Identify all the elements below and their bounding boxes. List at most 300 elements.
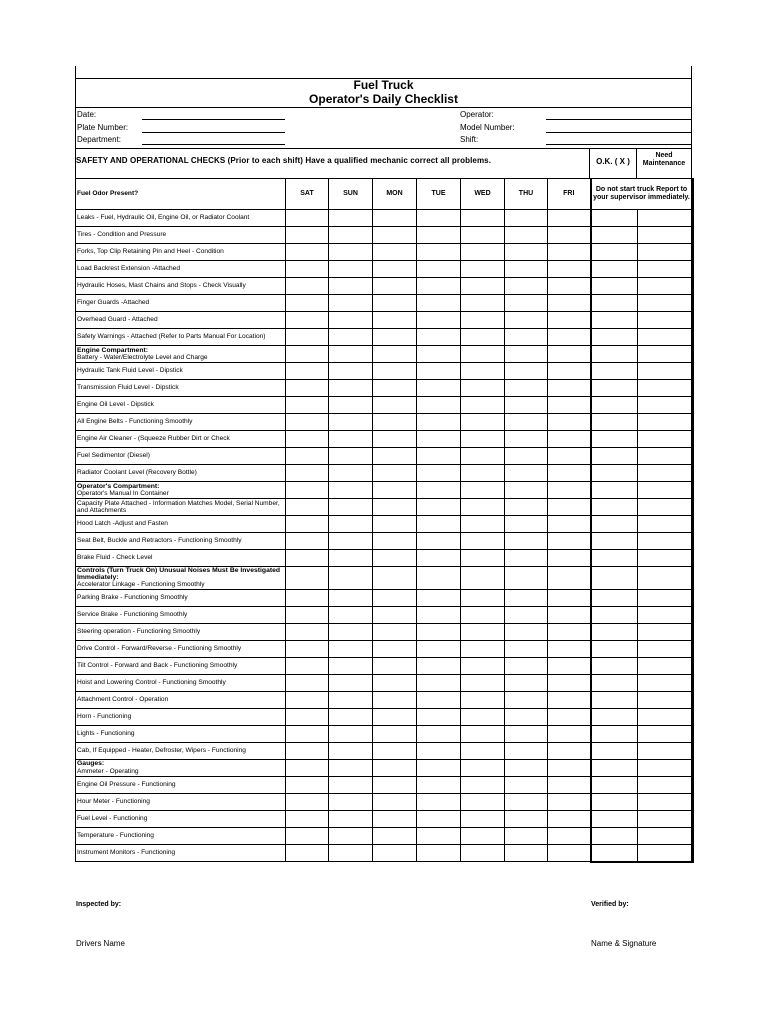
need-maintenance-cell[interactable] [638, 827, 693, 844]
check-cell-sat[interactable] [286, 674, 329, 691]
check-cell-fri[interactable] [548, 363, 591, 380]
check-cell-sun[interactable] [329, 725, 373, 742]
need-maintenance-cell[interactable] [638, 550, 693, 567]
check-cell-tue[interactable] [417, 295, 461, 312]
check-cell-fri[interactable] [548, 759, 591, 776]
check-cell-sat[interactable] [286, 414, 329, 431]
check-cell-mon[interactable] [373, 827, 417, 844]
ok-cell[interactable] [591, 708, 638, 725]
check-cell-sun[interactable] [329, 380, 373, 397]
need-maintenance-cell[interactable] [638, 363, 693, 380]
check-cell-sat[interactable] [286, 827, 329, 844]
check-cell-mon[interactable] [373, 448, 417, 465]
check-cell-sat[interactable] [286, 844, 329, 862]
check-cell-thu[interactable] [505, 776, 548, 793]
check-cell-sat[interactable] [286, 793, 329, 810]
check-cell-wed[interactable] [461, 827, 505, 844]
check-cell-sat[interactable] [286, 227, 329, 244]
check-cell-fri[interactable] [548, 533, 591, 550]
check-cell-tue[interactable] [417, 227, 461, 244]
check-cell-wed[interactable] [461, 776, 505, 793]
ok-cell[interactable] [591, 414, 638, 431]
check-cell-wed[interactable] [461, 623, 505, 640]
check-cell-fri[interactable] [548, 431, 591, 448]
need-maintenance-cell[interactable] [638, 482, 693, 499]
check-cell-fri[interactable] [548, 227, 591, 244]
check-cell-sun[interactable] [329, 295, 373, 312]
check-cell-mon[interactable] [373, 482, 417, 499]
check-cell-mon[interactable] [373, 640, 417, 657]
check-cell-mon[interactable] [373, 691, 417, 708]
check-cell-tue[interactable] [417, 623, 461, 640]
ok-cell[interactable] [591, 810, 638, 827]
check-cell-sun[interactable] [329, 759, 373, 776]
check-cell-wed[interactable] [461, 482, 505, 499]
check-cell-fri[interactable] [548, 742, 591, 759]
check-cell-sat[interactable] [286, 691, 329, 708]
ok-cell[interactable] [591, 759, 638, 776]
ok-cell[interactable] [591, 725, 638, 742]
check-cell-sun[interactable] [329, 397, 373, 414]
check-cell-fri[interactable] [548, 606, 591, 623]
check-cell-mon[interactable] [373, 329, 417, 346]
check-cell-mon[interactable] [373, 793, 417, 810]
check-cell-wed[interactable] [461, 657, 505, 674]
check-cell-sun[interactable] [329, 844, 373, 862]
check-cell-mon[interactable] [373, 516, 417, 533]
check-cell-sat[interactable] [286, 708, 329, 725]
check-cell-sun[interactable] [329, 431, 373, 448]
check-cell-thu[interactable] [505, 210, 548, 227]
check-cell-sat[interactable] [286, 550, 329, 567]
check-cell-tue[interactable] [417, 657, 461, 674]
need-maintenance-cell[interactable] [638, 414, 693, 431]
check-cell-wed[interactable] [461, 674, 505, 691]
check-cell-tue[interactable] [417, 691, 461, 708]
check-cell-thu[interactable] [505, 793, 548, 810]
check-cell-mon[interactable] [373, 346, 417, 363]
check-cell-fri[interactable] [548, 244, 591, 261]
check-cell-wed[interactable] [461, 640, 505, 657]
operator-field[interactable] [546, 119, 691, 120]
check-cell-thu[interactable] [505, 533, 548, 550]
need-maintenance-cell[interactable] [638, 776, 693, 793]
check-cell-sat[interactable] [286, 278, 329, 295]
check-cell-tue[interactable] [417, 640, 461, 657]
check-cell-wed[interactable] [461, 793, 505, 810]
check-cell-thu[interactable] [505, 691, 548, 708]
ok-cell[interactable] [591, 674, 638, 691]
ok-cell[interactable] [591, 550, 638, 567]
check-cell-wed[interactable] [461, 431, 505, 448]
need-maintenance-cell[interactable] [638, 810, 693, 827]
need-maintenance-cell[interactable] [638, 397, 693, 414]
check-cell-mon[interactable] [373, 810, 417, 827]
check-cell-mon[interactable] [373, 465, 417, 482]
check-cell-sun[interactable] [329, 346, 373, 363]
check-cell-mon[interactable] [373, 397, 417, 414]
check-cell-wed[interactable] [461, 533, 505, 550]
check-cell-mon[interactable] [373, 431, 417, 448]
check-cell-wed[interactable] [461, 499, 505, 516]
check-cell-fri[interactable] [548, 776, 591, 793]
check-cell-fri[interactable] [548, 550, 591, 567]
check-cell-thu[interactable] [505, 346, 548, 363]
need-maintenance-cell[interactable] [638, 516, 693, 533]
check-cell-thu[interactable] [505, 499, 548, 516]
ok-cell[interactable] [591, 567, 638, 590]
check-cell-wed[interactable] [461, 589, 505, 606]
check-cell-tue[interactable] [417, 742, 461, 759]
check-cell-tue[interactable] [417, 261, 461, 278]
check-cell-thu[interactable] [505, 278, 548, 295]
check-cell-wed[interactable] [461, 380, 505, 397]
need-maintenance-cell[interactable] [638, 210, 693, 227]
check-cell-mon[interactable] [373, 742, 417, 759]
check-cell-sun[interactable] [329, 312, 373, 329]
ok-cell[interactable] [591, 312, 638, 329]
check-cell-sun[interactable] [329, 465, 373, 482]
check-cell-fri[interactable] [548, 674, 591, 691]
check-cell-sat[interactable] [286, 657, 329, 674]
check-cell-mon[interactable] [373, 414, 417, 431]
check-cell-tue[interactable] [417, 827, 461, 844]
check-cell-thu[interactable] [505, 725, 548, 742]
check-cell-wed[interactable] [461, 278, 505, 295]
ok-cell[interactable] [591, 742, 638, 759]
check-cell-tue[interactable] [417, 244, 461, 261]
check-cell-sat[interactable] [286, 465, 329, 482]
ok-cell[interactable] [591, 793, 638, 810]
check-cell-thu[interactable] [505, 465, 548, 482]
check-cell-mon[interactable] [373, 244, 417, 261]
need-maintenance-cell[interactable] [638, 657, 693, 674]
check-cell-tue[interactable] [417, 431, 461, 448]
check-cell-sat[interactable] [286, 499, 329, 516]
need-maintenance-cell[interactable] [638, 674, 693, 691]
check-cell-thu[interactable] [505, 810, 548, 827]
check-cell-fri[interactable] [548, 844, 591, 862]
ok-cell[interactable] [591, 295, 638, 312]
check-cell-tue[interactable] [417, 725, 461, 742]
check-cell-fri[interactable] [548, 708, 591, 725]
ok-cell[interactable] [591, 640, 638, 657]
check-cell-sat[interactable] [286, 346, 329, 363]
need-maintenance-cell[interactable] [638, 261, 693, 278]
check-cell-tue[interactable] [417, 810, 461, 827]
check-cell-mon[interactable] [373, 533, 417, 550]
check-cell-wed[interactable] [461, 346, 505, 363]
check-cell-thu[interactable] [505, 674, 548, 691]
check-cell-sun[interactable] [329, 278, 373, 295]
check-cell-wed[interactable] [461, 606, 505, 623]
check-cell-tue[interactable] [417, 844, 461, 862]
check-cell-tue[interactable] [417, 759, 461, 776]
ok-cell[interactable] [591, 380, 638, 397]
check-cell-wed[interactable] [461, 312, 505, 329]
check-cell-sun[interactable] [329, 674, 373, 691]
check-cell-wed[interactable] [461, 725, 505, 742]
need-maintenance-cell[interactable] [638, 623, 693, 640]
ok-cell[interactable] [591, 844, 638, 862]
check-cell-wed[interactable] [461, 691, 505, 708]
need-maintenance-cell[interactable] [638, 499, 693, 516]
check-cell-fri[interactable] [548, 482, 591, 499]
check-cell-wed[interactable] [461, 465, 505, 482]
need-maintenance-cell[interactable] [638, 346, 693, 363]
check-cell-sat[interactable] [286, 589, 329, 606]
check-cell-thu[interactable] [505, 516, 548, 533]
check-cell-sat[interactable] [286, 725, 329, 742]
check-cell-sat[interactable] [286, 810, 329, 827]
check-cell-mon[interactable] [373, 210, 417, 227]
check-cell-wed[interactable] [461, 261, 505, 278]
ok-cell[interactable] [591, 329, 638, 346]
check-cell-mon[interactable] [373, 674, 417, 691]
check-cell-fri[interactable] [548, 725, 591, 742]
check-cell-sun[interactable] [329, 550, 373, 567]
need-maintenance-cell[interactable] [638, 567, 693, 590]
check-cell-tue[interactable] [417, 380, 461, 397]
check-cell-fri[interactable] [548, 793, 591, 810]
check-cell-thu[interactable] [505, 550, 548, 567]
check-cell-wed[interactable] [461, 550, 505, 567]
check-cell-sat[interactable] [286, 329, 329, 346]
need-maintenance-cell[interactable] [638, 533, 693, 550]
model-number-field[interactable] [546, 132, 691, 133]
check-cell-fri[interactable] [548, 827, 591, 844]
ok-cell[interactable] [591, 261, 638, 278]
need-maintenance-cell[interactable] [638, 589, 693, 606]
need-maintenance-cell[interactable] [638, 431, 693, 448]
check-cell-mon[interactable] [373, 499, 417, 516]
check-cell-tue[interactable] [417, 533, 461, 550]
check-cell-sun[interactable] [329, 533, 373, 550]
check-cell-tue[interactable] [417, 329, 461, 346]
check-cell-sun[interactable] [329, 567, 373, 590]
check-cell-sat[interactable] [286, 380, 329, 397]
check-cell-fri[interactable] [548, 312, 591, 329]
check-cell-wed[interactable] [461, 210, 505, 227]
ok-cell[interactable] [591, 516, 638, 533]
check-cell-thu[interactable] [505, 606, 548, 623]
need-maintenance-cell[interactable] [638, 640, 693, 657]
check-cell-sat[interactable] [286, 448, 329, 465]
need-maintenance-cell[interactable] [638, 606, 693, 623]
check-cell-mon[interactable] [373, 261, 417, 278]
check-cell-wed[interactable] [461, 516, 505, 533]
ok-cell[interactable] [591, 606, 638, 623]
check-cell-thu[interactable] [505, 759, 548, 776]
check-cell-thu[interactable] [505, 244, 548, 261]
check-cell-sun[interactable] [329, 227, 373, 244]
check-cell-thu[interactable] [505, 448, 548, 465]
check-cell-tue[interactable] [417, 414, 461, 431]
ok-cell[interactable] [591, 346, 638, 363]
check-cell-sat[interactable] [286, 431, 329, 448]
check-cell-mon[interactable] [373, 623, 417, 640]
ok-cell[interactable] [591, 278, 638, 295]
ok-cell[interactable] [591, 499, 638, 516]
ok-cell[interactable] [591, 397, 638, 414]
check-cell-thu[interactable] [505, 431, 548, 448]
check-cell-fri[interactable] [548, 465, 591, 482]
check-cell-wed[interactable] [461, 244, 505, 261]
need-maintenance-cell[interactable] [638, 312, 693, 329]
check-cell-sat[interactable] [286, 776, 329, 793]
need-maintenance-cell[interactable] [638, 759, 693, 776]
check-cell-tue[interactable] [417, 448, 461, 465]
ok-cell[interactable] [591, 227, 638, 244]
need-maintenance-cell[interactable] [638, 691, 693, 708]
check-cell-thu[interactable] [505, 295, 548, 312]
check-cell-fri[interactable] [548, 210, 591, 227]
check-cell-thu[interactable] [505, 482, 548, 499]
check-cell-thu[interactable] [505, 567, 548, 590]
check-cell-sun[interactable] [329, 810, 373, 827]
check-cell-fri[interactable] [548, 567, 591, 590]
check-cell-thu[interactable] [505, 380, 548, 397]
check-cell-sun[interactable] [329, 363, 373, 380]
check-cell-sat[interactable] [286, 210, 329, 227]
check-cell-thu[interactable] [505, 589, 548, 606]
check-cell-sun[interactable] [329, 827, 373, 844]
check-cell-sat[interactable] [286, 533, 329, 550]
check-cell-wed[interactable] [461, 227, 505, 244]
check-cell-sun[interactable] [329, 742, 373, 759]
check-cell-wed[interactable] [461, 844, 505, 862]
need-maintenance-cell[interactable] [638, 278, 693, 295]
ok-cell[interactable] [591, 691, 638, 708]
check-cell-mon[interactable] [373, 363, 417, 380]
check-cell-sat[interactable] [286, 312, 329, 329]
check-cell-wed[interactable] [461, 708, 505, 725]
check-cell-mon[interactable] [373, 567, 417, 590]
check-cell-tue[interactable] [417, 397, 461, 414]
check-cell-sat[interactable] [286, 606, 329, 623]
shift-field[interactable] [546, 144, 691, 145]
check-cell-sun[interactable] [329, 210, 373, 227]
check-cell-mon[interactable] [373, 550, 417, 567]
check-cell-fri[interactable] [548, 414, 591, 431]
check-cell-tue[interactable] [417, 567, 461, 590]
need-maintenance-cell[interactable] [638, 380, 693, 397]
check-cell-sat[interactable] [286, 742, 329, 759]
check-cell-sun[interactable] [329, 448, 373, 465]
check-cell-fri[interactable] [548, 295, 591, 312]
check-cell-fri[interactable] [548, 589, 591, 606]
ok-cell[interactable] [591, 482, 638, 499]
check-cell-fri[interactable] [548, 691, 591, 708]
ok-cell[interactable] [591, 431, 638, 448]
ok-cell[interactable] [591, 210, 638, 227]
check-cell-sat[interactable] [286, 516, 329, 533]
check-cell-wed[interactable] [461, 448, 505, 465]
check-cell-mon[interactable] [373, 708, 417, 725]
check-cell-wed[interactable] [461, 329, 505, 346]
ok-cell[interactable] [591, 244, 638, 261]
check-cell-sun[interactable] [329, 261, 373, 278]
need-maintenance-cell[interactable] [638, 329, 693, 346]
check-cell-thu[interactable] [505, 827, 548, 844]
need-maintenance-cell[interactable] [638, 793, 693, 810]
check-cell-tue[interactable] [417, 346, 461, 363]
check-cell-fri[interactable] [548, 810, 591, 827]
check-cell-tue[interactable] [417, 550, 461, 567]
check-cell-mon[interactable] [373, 606, 417, 623]
ok-cell[interactable] [591, 363, 638, 380]
check-cell-tue[interactable] [417, 606, 461, 623]
ok-cell[interactable] [591, 448, 638, 465]
check-cell-thu[interactable] [505, 261, 548, 278]
check-cell-mon[interactable] [373, 725, 417, 742]
check-cell-sat[interactable] [286, 244, 329, 261]
check-cell-sat[interactable] [286, 261, 329, 278]
check-cell-sun[interactable] [329, 623, 373, 640]
check-cell-wed[interactable] [461, 759, 505, 776]
check-cell-sun[interactable] [329, 640, 373, 657]
check-cell-sun[interactable] [329, 657, 373, 674]
check-cell-tue[interactable] [417, 499, 461, 516]
check-cell-fri[interactable] [548, 278, 591, 295]
check-cell-mon[interactable] [373, 657, 417, 674]
check-cell-thu[interactable] [505, 742, 548, 759]
check-cell-wed[interactable] [461, 397, 505, 414]
check-cell-mon[interactable] [373, 776, 417, 793]
check-cell-tue[interactable] [417, 674, 461, 691]
check-cell-thu[interactable] [505, 227, 548, 244]
need-maintenance-cell[interactable] [638, 465, 693, 482]
check-cell-thu[interactable] [505, 640, 548, 657]
check-cell-wed[interactable] [461, 295, 505, 312]
check-cell-fri[interactable] [548, 448, 591, 465]
check-cell-thu[interactable] [505, 844, 548, 862]
check-cell-wed[interactable] [461, 567, 505, 590]
check-cell-sat[interactable] [286, 623, 329, 640]
check-cell-tue[interactable] [417, 312, 461, 329]
check-cell-thu[interactable] [505, 329, 548, 346]
check-cell-fri[interactable] [548, 261, 591, 278]
check-cell-sun[interactable] [329, 329, 373, 346]
check-cell-sat[interactable] [286, 482, 329, 499]
check-cell-thu[interactable] [505, 657, 548, 674]
check-cell-mon[interactable] [373, 844, 417, 862]
ok-cell[interactable] [591, 623, 638, 640]
need-maintenance-cell[interactable] [638, 844, 693, 862]
check-cell-sat[interactable] [286, 295, 329, 312]
check-cell-thu[interactable] [505, 623, 548, 640]
check-cell-mon[interactable] [373, 380, 417, 397]
check-cell-sun[interactable] [329, 708, 373, 725]
check-cell-thu[interactable] [505, 708, 548, 725]
check-cell-wed[interactable] [461, 414, 505, 431]
need-maintenance-cell[interactable] [638, 244, 693, 261]
check-cell-mon[interactable] [373, 227, 417, 244]
need-maintenance-cell[interactable] [638, 295, 693, 312]
check-cell-sun[interactable] [329, 793, 373, 810]
check-cell-sat[interactable] [286, 363, 329, 380]
check-cell-sun[interactable] [329, 776, 373, 793]
check-cell-tue[interactable] [417, 278, 461, 295]
need-maintenance-cell[interactable] [638, 742, 693, 759]
check-cell-sun[interactable] [329, 691, 373, 708]
check-cell-sat[interactable] [286, 640, 329, 657]
check-cell-sun[interactable] [329, 244, 373, 261]
check-cell-fri[interactable] [548, 346, 591, 363]
date-field[interactable] [142, 119, 285, 120]
check-cell-mon[interactable] [373, 759, 417, 776]
ok-cell[interactable] [591, 776, 638, 793]
